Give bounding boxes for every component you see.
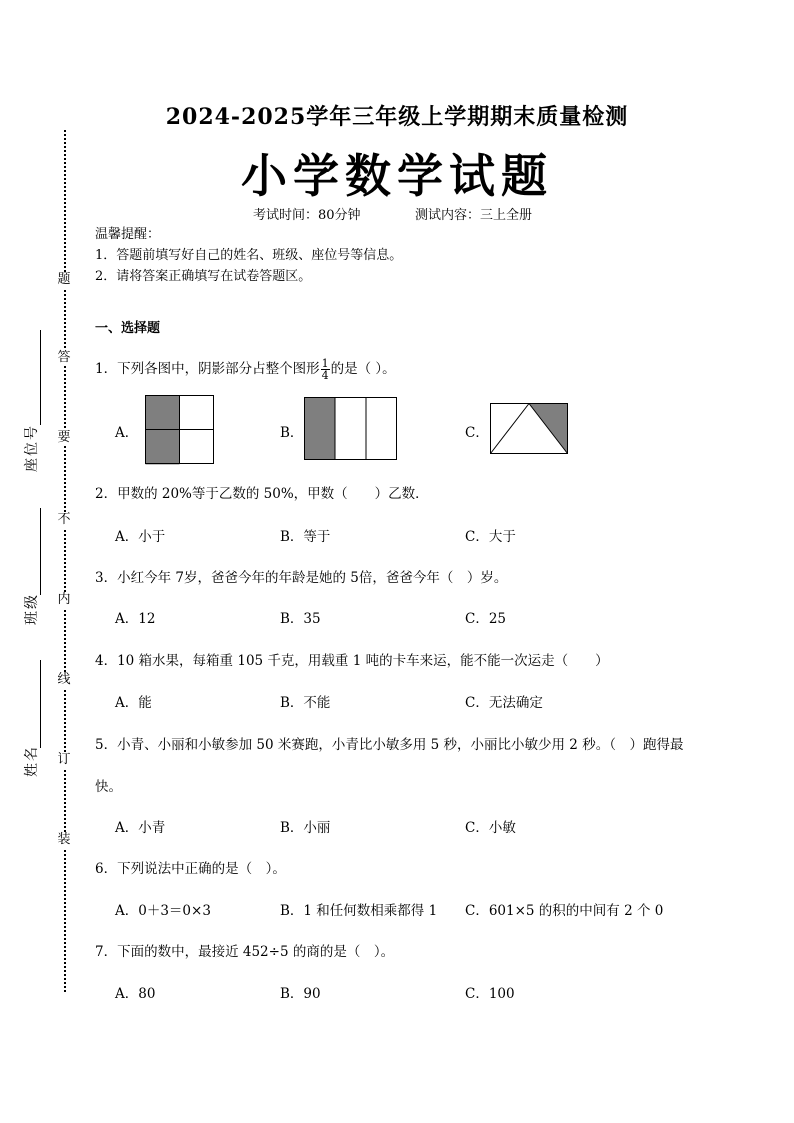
exam-content: 测试内容：三上全册 — [415, 208, 533, 223]
option-a[interactable]: A．80 — [115, 986, 156, 1002]
seat-label: 号 位 座 — [24, 426, 40, 472]
option-b[interactable]: B．不能 — [280, 695, 331, 711]
option-c[interactable]: C．25 — [465, 611, 507, 627]
binding-char: 不 — [57, 512, 71, 527]
option-b[interactable]: B． — [280, 425, 304, 441]
option-b[interactable]: B．1 和任何数相乘都得 1 — [280, 903, 438, 919]
option-c[interactable]: C．小敏 — [465, 820, 516, 836]
figure-a-square — [145, 395, 215, 465]
option-a[interactable]: A． — [115, 425, 139, 441]
class-underline — [40, 508, 41, 595]
question-7: 7．下面的数中，最接近 452÷5 的商的是（ ）。 — [95, 944, 395, 960]
name-label: 名 姓 — [24, 747, 40, 777]
option-c[interactable]: C．大于 — [465, 529, 516, 545]
binding-char: 内 — [57, 592, 71, 607]
tip-item: 1．答题前填写好自己的姓名、班级、座位号等信息。 — [95, 248, 403, 263]
exam-subtitle: 小学数学试题 — [241, 149, 553, 203]
fraction: $\frac{1}{4}$ — [321, 357, 329, 382]
question-5-continued: 快。 — [95, 779, 122, 795]
name-underline — [40, 660, 41, 748]
binding-char: 装 — [57, 832, 71, 847]
question-2: 2．甲数的 20%等于乙数的 50%，甲数（ ）乙数． — [95, 486, 429, 502]
tip-item: 2．请将答案正确填写在试卷答题区。 — [95, 269, 312, 284]
option-a[interactable]: A．0＋3＝0×3 — [115, 903, 211, 919]
option-a[interactable]: A．能 — [115, 695, 152, 711]
binding-char: 订 — [57, 752, 71, 767]
class-label: 级 班 — [24, 595, 40, 625]
binding-char: 要 — [57, 430, 71, 445]
option-c[interactable]: C．601×5 的积的中间有 2 个 0 — [465, 903, 664, 919]
option-c[interactable]: C．无法确定 — [465, 695, 543, 711]
option-b[interactable]: B．小丽 — [280, 820, 331, 836]
question-3: 3．小红今年 7岁，爸爸今年的年龄是她的 5倍，爸爸今年（ ）岁。 — [95, 570, 508, 586]
binding-char: 答 — [57, 350, 71, 365]
option-b[interactable]: B．90 — [280, 986, 321, 1002]
option-a[interactable]: A．小青 — [115, 820, 166, 836]
option-a[interactable]: A．12 — [115, 611, 156, 627]
question-1: 1．下列各图中，阴影部分占整个图形 $\frac{1}{4}$ 的是（ ）。 — [95, 357, 396, 382]
question-6: 6．下列说法中正确的是（ ）。 — [95, 861, 286, 877]
exam-time: 考试时间：80分钟 — [253, 208, 361, 223]
option-c[interactable]: C． — [465, 425, 489, 441]
question-4: 4．10 箱水果，每箱重 105 千克，用载重 1 吨的卡车来运，能不能一次运走（ ） — [95, 653, 609, 669]
binding-char: 线 — [57, 672, 71, 687]
question-5: 5．小青、小丽和小敏参加 50 米赛跑，小青比小敏多用 5 秒，小丽比小敏少用 2 秒。（ ）跑得最 — [95, 737, 684, 753]
seat-underline — [40, 330, 41, 425]
exam-title: 2024-2025学年三年级上学期期末质量检测 — [165, 104, 629, 130]
option-c[interactable]: C．100 — [465, 986, 515, 1002]
option-b[interactable]: B．35 — [280, 611, 321, 627]
tips-heading: 温馨提醒： — [95, 227, 161, 242]
option-b[interactable]: B．等于 — [280, 529, 331, 545]
figure-c-triangle — [490, 403, 569, 455]
binding-dotted-line — [64, 130, 66, 992]
binding-char: 题 — [57, 272, 71, 287]
figure-b-rectangle — [304, 397, 398, 461]
option-a[interactable]: A．小于 — [115, 529, 166, 545]
section-title: 一、选择题 — [95, 321, 161, 336]
